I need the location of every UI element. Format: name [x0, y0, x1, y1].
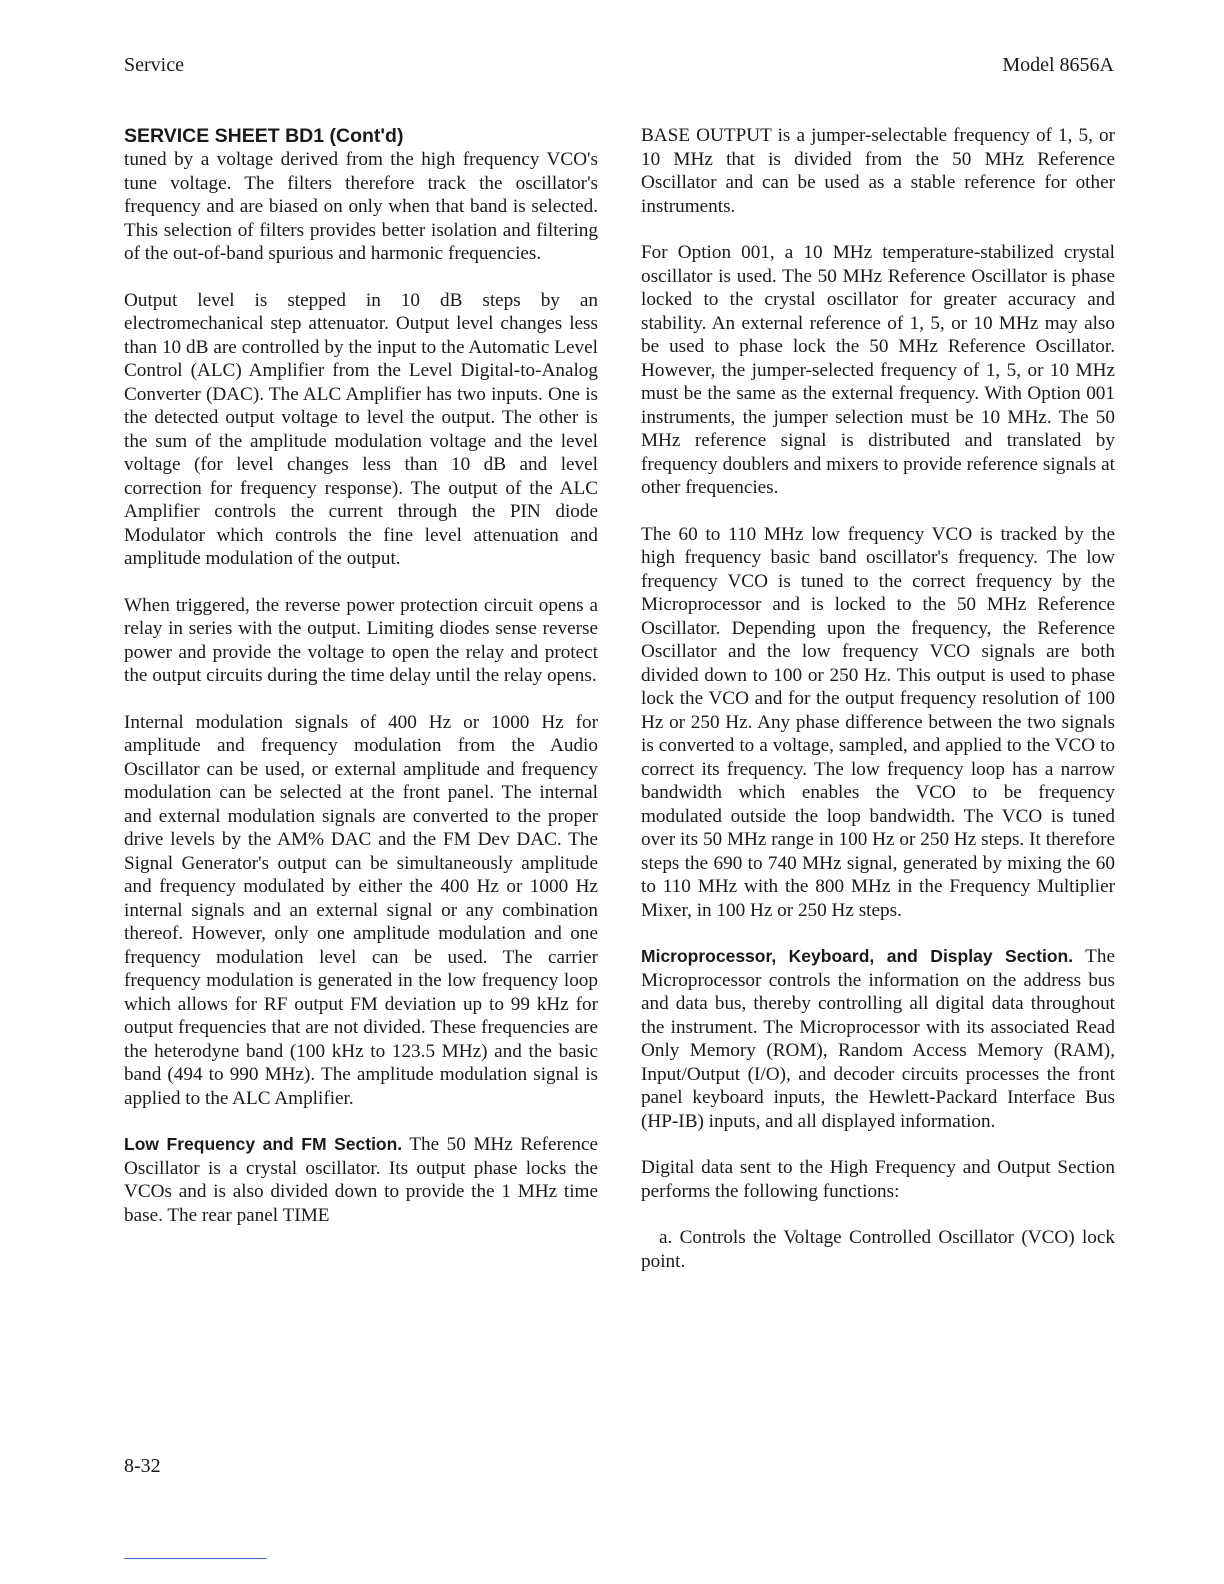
list-item-vco-lock-point: a. Controls the Voltage Controlled Oscillator (VCO) lock point. — [641, 1227, 1115, 1272]
header-section-label: Service — [124, 54, 184, 76]
paragraph-digital-data: Digital data sent to the High Frequency and Output Section performs the following functions: — [641, 1157, 1115, 1202]
paragraph-time-base-output: BASE OUTPUT is a jumper-selectable frequency of 1, 5, or 10 MHz that is divided from the 50 MHz Reference Oscillator and can be used as a stable reference for other instruments. — [641, 125, 1115, 217]
paragraph-microprocessor-section — [641, 945, 1115, 1133]
microprocessor-section-heading: Microprocessor, Keyboard, and Display Section. — [641, 946, 1074, 966]
low-frequency-section-heading: Low Frequency and FM Section. — [124, 1134, 403, 1154]
paragraph-filters: tuned by a voltage derived from the high frequency VCO's tune voltage. The filters therefore track the oscillator's frequency and are biased on only when that band is selected. This selection of filters provides better isolation and filtering of the out-of-band spurious and harmonic frequencies. — [124, 149, 598, 264]
header-model-label: Model 8656A — [1002, 54, 1114, 76]
microprocessor-section-body: The Microprocessor controls the information on the address bus and data bus, thereby controlling all digital data throughout the instrument. The Microprocessor with its associated Read Only Memory (ROM), Random Access Memory (RAM), Input/Output (I/O), and decoder circuits processes the front panel keyboard inputs, the Hewlett-Packard Interface Bus (HP-IB) inputs, and all displayed information. — [641, 946, 1116, 1132]
low-frequency-section-body: The 50 MHz Reference Oscillator is a crystal oscillator. Its output phase locks the VCOs and is also divided down to provide the 1 MHz time base. The rear panel TIME — [124, 1134, 598, 1226]
paragraph-option-001: For Option 001, a 10 MHz temperature-stabilized crystal oscillator is used. The 50 MHz Reference Oscillator is phase locked to the crystal oscillator for greater accuracy and stability. An external reference of 1, 5, or 10 MHz may also be used to phase lock the 50 MHz Reference Oscillator. However, the jumper-selected frequency of 1, 5, or 10 MHz must be the same as the external frequency. With Option 001 instruments, the jumper selection must be 10 MHz. The 50 MHz reference signal is distributed and translated by frequency doublers and mixers to provide reference signals at other frequencies. — [641, 242, 1115, 498]
right-column — [641, 124, 1115, 1296]
paragraph-low-frequency-vco: The 60 to 110 MHz low frequency VCO is tracked by the high frequency basic band oscillator's frequency. The low frequency VCO is tuned to the correct frequency by the Microprocessor and is locked to the 50 MHz Reference Oscillator. Depending upon the frequency, the Reference Oscillator and the low frequency VCO signals are both divided down to 100 or 250 Hz. This output is used to phase lock the VCO and for the output frequency resolution of 100 Hz or 250 Hz. Any phase difference between the two signals is converted to a voltage, sampled, and applied to the VCO to correct its frequency. The low frequency loop has a narrow bandwidth which enables the VCO to be frequency modulated outside the loop bandwidth. The VCO is tuned over its 50 MHz range in 100 Hz or 250 Hz steps. It therefore steps the 690 to 740 MHz signal, generated by mixing the 60 to 110 MHz with the 800 MHz in the Frequency Multiplier Mixer, in 100 Hz or 250 Hz steps. — [641, 523, 1115, 921]
paragraph-low-frequency-section — [124, 1133, 598, 1227]
footer-rule — [124, 1558, 267, 1559]
paragraph-output-level: Output level is stepped in 10 dB steps by an electromechanical step attenuator. Output level changes less than 10 dB are controlled by the input to the Automatic Level Control (ALC) Amplifier from the Level Digital-to-Analog Converter (DAC). The ALC Amplifier has two inputs. One is the detected output voltage to level the output. The other is the sum of the amplitude modulation voltage and the level voltage (for level changes less than 10 dB and level correction for frequency response). The output of the ALC Amplifier controls the current through the PIN diode Modulator which controls the fine level attenuation and amplitude modulation of the output. — [124, 289, 598, 569]
left-column — [124, 124, 598, 1250]
service-sheet-title: SERVICE SHEET BD1 (Cont'd) — [124, 125, 404, 147]
page-number: 8-32 — [124, 1455, 161, 1477]
paragraph-modulation: Internal modulation signals of 400 Hz or 1000 Hz for amplitude and frequency modulation from the Audio Oscillator can be used, or external amplitude and frequency modulation can be selected at the front panel. The internal and external modulation signals are converted to the proper drive levels by the AM% DAC and the FM Dev DAC. The Signal Generator's output can be simultaneously amplitude and frequency modulated by either the 400 Hz or 1000 Hz internal signals and an external signal or any combination thereof. However, only one amplitude modulation and one frequency modulation level can be used. The carrier frequency modulation is generated in the low frequency loop which allows for RF output FM deviation up to 99 kHz for output frequencies that are not divided. These frequencies are the heterodyne band (100 kHz to 123.5 MHz) and the basic band (494 to 990 MHz). The amplitude modulation signal is applied to the ALC Amplifier. — [124, 711, 598, 1109]
paragraph-reverse-power: When triggered, the reverse power protection circuit opens a relay in series with the output. Limiting diodes sense reverse power and provide the voltage to open the relay and protect the output circuits during the time delay until the relay opens. — [124, 594, 598, 686]
